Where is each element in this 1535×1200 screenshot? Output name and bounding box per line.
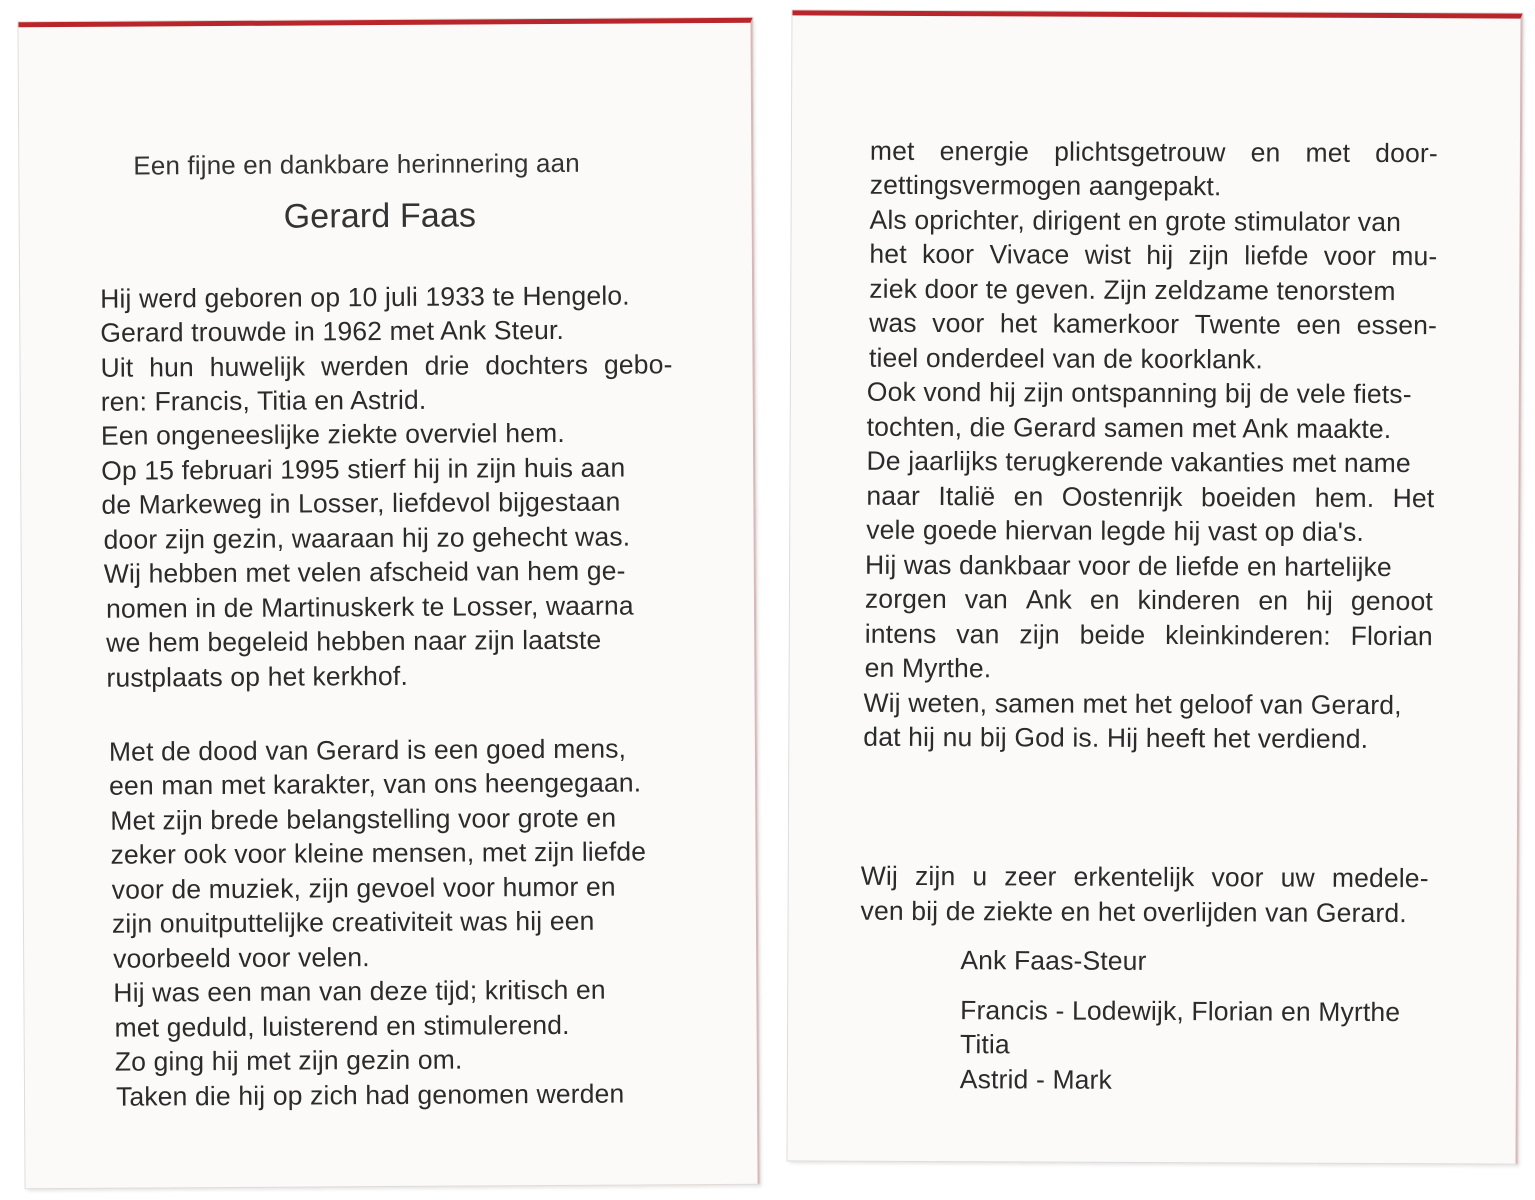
text-line: zeker ook voor kleine mensen, met zijn liefde xyxy=(110,836,647,870)
text-line: Hij werd geboren op 10 juli 1933 te Hengelo. xyxy=(100,280,630,314)
text-line: een man met karakter, van ons heengegaan. xyxy=(109,767,642,801)
continuation-paragraph xyxy=(792,15,1520,754)
text-line: met energie plichtsgetrouw en met door- xyxy=(869,135,1438,169)
text-line: was voor het kamerkoor Twente een essen- xyxy=(869,307,1438,341)
text-line: de Markeweg in Losser, liefdevol bijgestaan xyxy=(101,486,621,520)
signature-line: Titia xyxy=(959,1029,1010,1060)
text-line: Ook vond hij zijn ontspanning bij de vele fiets- xyxy=(866,376,1412,410)
text-line: Op 15 februari 1995 stierf hij in zijn huis aan xyxy=(101,452,626,486)
text-line: Zo ging hij met zijn gezin om. xyxy=(114,1044,463,1077)
text-line: tochten, die Gerard samen met Ank maakte. xyxy=(866,411,1392,445)
signature-line: Astrid - Mark xyxy=(959,1064,1113,1095)
text-line: De jaarlijks terugkerende vakanties met name xyxy=(866,445,1411,479)
text-line: ven bij de ziekte en het overlijden van Gerard. xyxy=(860,895,1407,929)
text-line: intens van zijn beide kleinkinderen: Florian xyxy=(864,618,1433,652)
text-line: zorgen van Ank en kinderen en hij genoot xyxy=(864,583,1433,617)
text-line: we hem begeleid hebben naar zijn laatste xyxy=(106,624,602,658)
intro-line: Een fijne en dankbare herinnering aan xyxy=(133,147,580,181)
text-line: en Myrthe. xyxy=(864,652,992,684)
text-line: voorbeeld voor velen. xyxy=(113,942,370,974)
text-line: Wij zijn u zeer erkentelijk voor uw medele- xyxy=(860,860,1429,894)
text-line: dat hij nu bij God is. Hij heeft het verdiend. xyxy=(863,721,1369,754)
text-line: Hij was dankbaar voor de liefde en hartelijke xyxy=(865,549,1392,583)
text-line: Als oprichter, dirigent en grote stimulator van xyxy=(869,204,1402,238)
text-line: zijn onuitputtelijke creativiteit was hij een xyxy=(111,905,595,939)
text-line: Uit hun huwelijk werden drie dochters gebo- xyxy=(100,349,673,383)
text-line: Een ongeneeslijke ziekte overviel hem. xyxy=(100,417,565,451)
text-line: het koor Vivace wist hij zijn liefde voor mu- xyxy=(869,238,1438,272)
signature-line: Francis - Lodewijk, Florian en Myrthe xyxy=(960,995,1401,1028)
text-line: Wij hebben met velen afscheid van hem ge- xyxy=(103,555,626,589)
left-card-page xyxy=(18,18,759,1188)
text-line: naar Italië en Oostenrijk boeiden hem. Het xyxy=(866,480,1435,514)
text-line: rustplaats op het kerkhof. xyxy=(106,660,409,693)
text-line: Gerard trouwde in 1962 met Ank Steur. xyxy=(100,314,565,348)
text-line: Met de dood van Gerard is een goed mens, xyxy=(108,733,627,767)
text-line: voor de muziek, zijn gevoel voor humor en xyxy=(111,871,616,905)
deceased-name: Gerard Faas xyxy=(283,196,477,236)
text-line: met geduld, luisterend en stimulerend. xyxy=(114,1009,570,1043)
text-line: Taken die hij op zich had genomen werden xyxy=(115,1078,625,1112)
text-line: ziek door te geven. Zijn zeldzame tenorstem xyxy=(869,273,1396,307)
right-card-page xyxy=(787,10,1522,1163)
text-line: Hij was een man van deze tijd; kritisch en xyxy=(113,974,606,1008)
text-line: tieel onderdeel van de koorklank. xyxy=(868,342,1263,375)
text-line: Met zijn brede belangstelling voor grote en xyxy=(110,802,617,836)
signature-line: Ank Faas-Steur xyxy=(960,945,1147,976)
text-line: nomen in de Martinuskerk te Losser, waarna xyxy=(105,590,634,624)
text-line: door zijn gezin, waaraan hij zo gehecht was. xyxy=(103,521,631,555)
text-line: Wij weten, samen met het geloof van Gerard, xyxy=(863,687,1402,721)
text-line: ren: Francis, Titia en Astrid. xyxy=(100,384,427,417)
text-line: vele goede hiervan legde hij vast op dia's. xyxy=(866,514,1364,547)
text-line: zettingsvermogen aangepakt. xyxy=(869,169,1222,202)
